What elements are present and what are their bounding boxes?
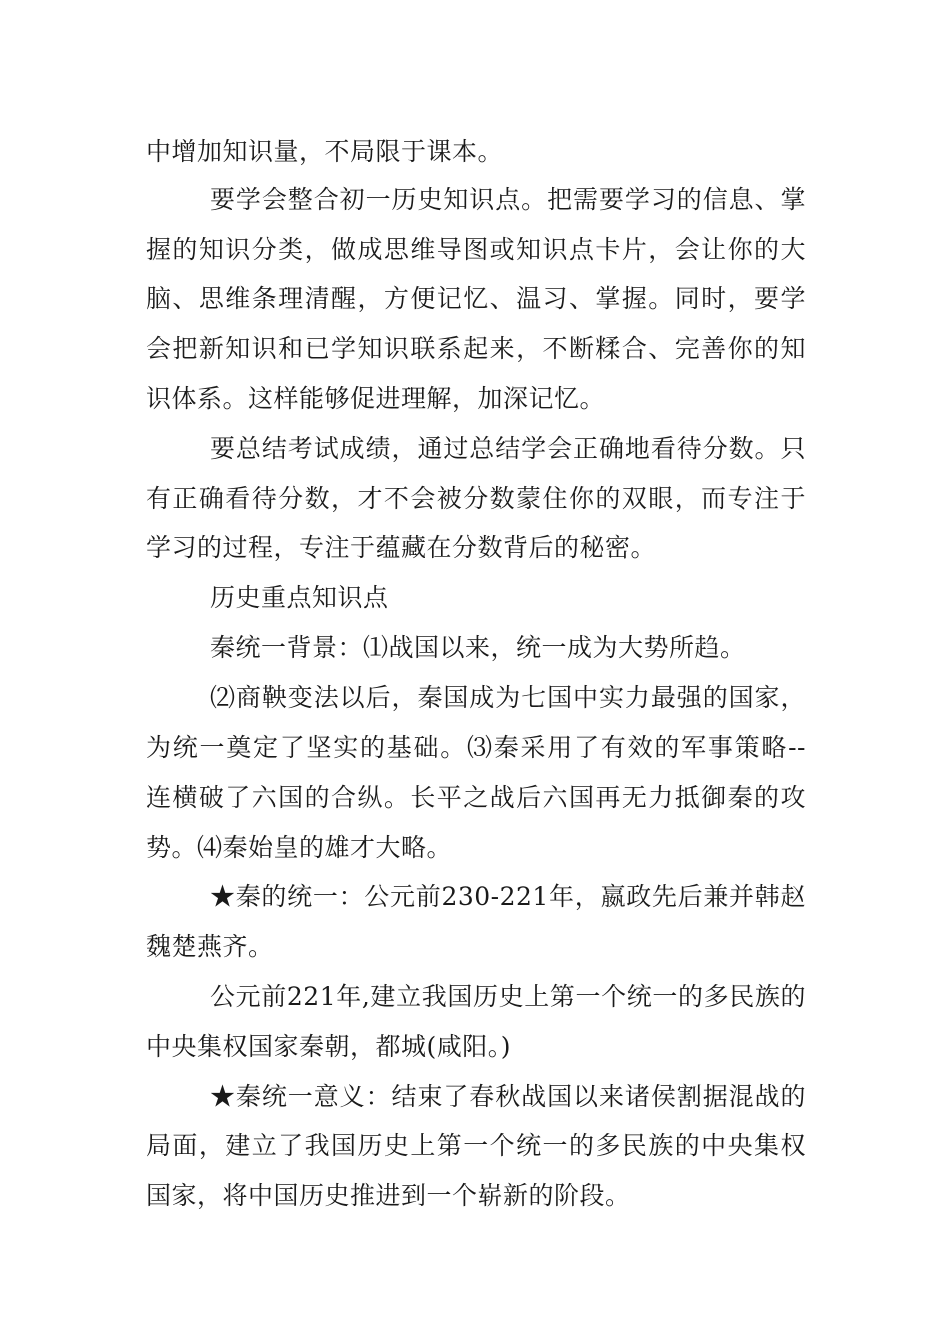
paragraph-line: 握的知识分类，做成思维导图或知识点卡片，会让你的大 [146, 235, 806, 264]
paragraph-line: 有正确看待分数，才不会被分数蒙住你的双眼，而专注于 [146, 484, 806, 513]
paragraph-line: 局面，建立了我国历史上第一个统一的多民族的中央集权 [146, 1131, 806, 1160]
paragraph-line: 识体系。这样能够促进理解，加深记忆。 [146, 384, 606, 413]
paragraph-line: 为统一奠定了坚实的基础。⑶秦采用了有效的军事策略-- [146, 733, 806, 762]
paragraph-line: ★秦统一意义：结束了春秋战国以来诸侯割据混战的 [210, 1082, 806, 1111]
paragraph-line: 国家，将中国历史推进到一个崭新的阶段。 [146, 1181, 631, 1210]
section-heading: 历史重点知识点 [210, 583, 389, 612]
paragraph-line: 势。⑷秦始皇的雄才大略。 [146, 833, 453, 862]
paragraph-line: 魏楚燕齐。 [146, 932, 274, 961]
paragraph-line: ★秦的统一：公元前230-221年，嬴政先后兼并韩赵 [210, 882, 806, 911]
paragraph-line: 公元前221年,建立我国历史上第一个统一的多民族的 [210, 982, 806, 1011]
paragraph-line: 中央集权国家秦朝，都城(咸阳。) [146, 1032, 512, 1061]
paragraph-line: ⑵商鞅变法以后，秦国成为七国中实力最强的国家， [210, 683, 806, 712]
paragraph-line: 要学会整合初一历史知识点。把需要学习的信息、掌 [210, 185, 806, 214]
paragraph-line: 秦统一背景：⑴战国以来，统一成为大势所趋。 [210, 633, 746, 662]
paragraph-line: 中增加知识量，不局限于课本。 [146, 137, 504, 166]
paragraph-line: 学习的过程，专注于蕴藏在分数背后的秘密。 [146, 533, 657, 562]
paragraph-line: 脑、思维条理清醒，方便记忆、温习、掌握。同时，要学 [146, 284, 806, 313]
paragraph-line: 会把新知识和已学知识联系起来，不断糅合、完善你的知 [146, 334, 806, 363]
paragraph-line: 要总结考试成绩，通过总结学会正确地看待分数。只 [210, 434, 806, 463]
paragraph-line: 连横破了六国的合纵。长平之战后六国再无力抵御秦的攻 [146, 783, 806, 812]
